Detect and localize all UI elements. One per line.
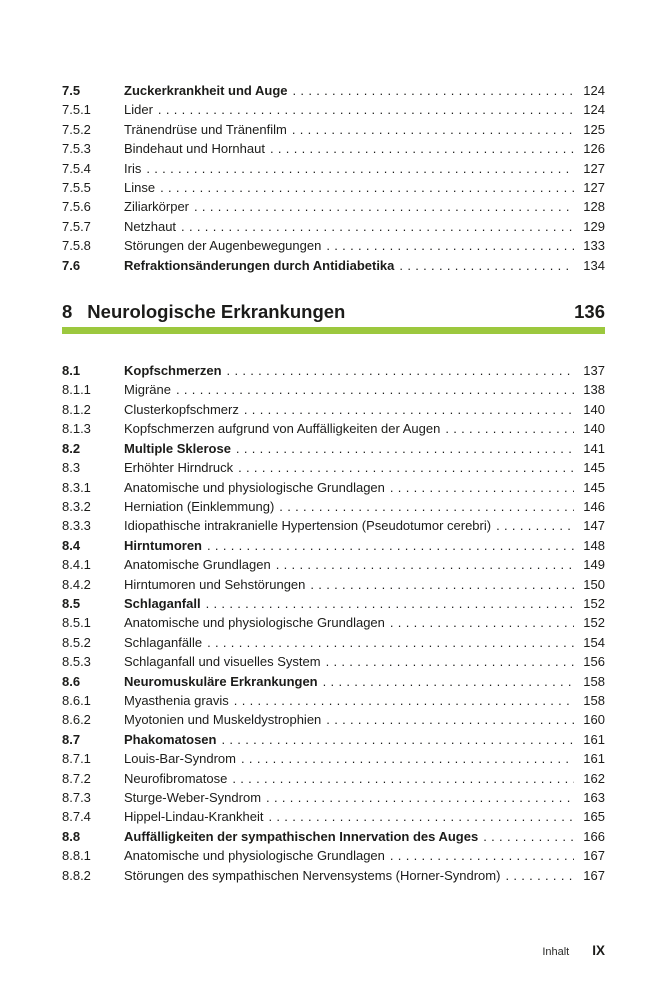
toc-entry-page: 128 (583, 199, 605, 215)
toc-entry-page: 141 (583, 440, 605, 456)
dot-leader (390, 846, 574, 865)
toc-entry-title: Iris (124, 160, 142, 176)
toc-entry-number: 8.1.2 (62, 401, 91, 417)
dot-leader (158, 100, 574, 119)
dot-leader (326, 652, 574, 671)
toc-entry-page: 129 (583, 218, 605, 234)
toc-entry (62, 749, 605, 768)
toc-entry-page: 166 (583, 828, 605, 844)
dot-leader (390, 613, 574, 632)
toc-entry-title: Schlaganfall (124, 595, 201, 611)
dot-leader (266, 788, 574, 807)
dot-leader (207, 633, 574, 652)
toc-entry-title: Kopfschmerzen aufgrund von Auffälligkeiten der Augen (124, 421, 441, 437)
toc-entry (62, 536, 605, 555)
toc-entry-number: 8.3.2 (62, 498, 91, 514)
chapter-heading (62, 300, 605, 324)
toc-entry (62, 769, 605, 788)
toc-entry-page: 147 (583, 518, 605, 534)
toc-entry-title: Louis-Bar-Syndrom (124, 751, 236, 767)
toc-entry-number: 8.7.4 (62, 809, 91, 825)
toc-entry-page: 138 (583, 382, 605, 398)
toc-entry (62, 478, 605, 497)
toc-entry-page: 140 (583, 421, 605, 437)
dot-leader (292, 120, 574, 139)
toc-entry-number: 8.4.1 (62, 557, 91, 573)
dot-leader (279, 497, 574, 516)
toc-entry (62, 439, 605, 458)
toc-entry-number: 7.5 (62, 83, 81, 98)
page-footer (542, 943, 605, 958)
dot-leader (206, 594, 574, 613)
footer-label: Inhalt (542, 946, 570, 958)
toc-entry-title: Herniation (Einklemmung) (124, 498, 275, 514)
toc-entry (62, 866, 605, 885)
chapter-divider-bar (62, 327, 605, 334)
toc-entry-page: 162 (583, 770, 605, 786)
dot-leader (268, 807, 574, 826)
toc-entry (62, 256, 605, 275)
toc-entry-page: 163 (583, 790, 605, 805)
toc-entry-page: 145 (583, 460, 605, 476)
dot-leader (445, 419, 574, 438)
dot-leader (194, 197, 574, 216)
toc-entry-number: 8.2 (62, 440, 81, 456)
toc-entry-number: 8.4.2 (62, 576, 91, 592)
toc-entry-title: Neurofibromatose (124, 770, 228, 786)
dot-leader (232, 769, 574, 788)
toc-entry-number: 7.5.3 (62, 141, 91, 157)
toc-entry (62, 81, 605, 100)
dot-leader (227, 361, 574, 380)
toc-entry-title: Hippel-Lindau-Krankheit (124, 809, 264, 825)
dot-leader (146, 159, 574, 178)
toc-entry-title: Hirntumoren und Sehstörungen (124, 576, 306, 592)
toc-entry-page: 140 (583, 401, 605, 417)
toc-entry (62, 613, 605, 632)
toc-entry-number: 8.1 (62, 363, 81, 379)
toc-entry-title: Störungen der Augenbewegungen (124, 238, 322, 254)
toc-entry-title: Myasthenia gravis (124, 692, 229, 708)
toc-entry-number: 7.5.1 (62, 102, 91, 118)
toc-entry-page: 154 (583, 634, 605, 650)
dot-leader (244, 400, 574, 419)
toc-entry-title: Netzhaut (124, 218, 177, 234)
toc-entry (62, 555, 605, 574)
toc-entry-title: Erhöhter Hirndruck (124, 460, 234, 476)
toc-entry-title: Neuromuskuläre Erkrankungen (124, 673, 318, 689)
dot-leader (181, 217, 574, 236)
toc-entry-number: 7.5.8 (62, 238, 91, 254)
toc-entry-page: 152 (583, 595, 605, 611)
dot-leader (483, 827, 574, 846)
toc-entry-number: 7.5.6 (62, 199, 91, 215)
dot-leader (221, 730, 574, 749)
toc-entry-title: Zuckerkrankheit und Auge (124, 83, 288, 98)
dot-leader (310, 575, 574, 594)
toc-entry-number: 8.5.1 (62, 615, 91, 631)
toc-entry (62, 710, 605, 729)
toc-entry-number: 7.5.7 (62, 218, 91, 234)
toc-entry-number: 8.7.1 (62, 751, 91, 767)
toc-entry-number: 8.5.3 (62, 654, 91, 670)
toc-entry-page: 148 (583, 537, 605, 553)
toc-entry-page: 145 (583, 479, 605, 495)
toc-entry (62, 575, 605, 594)
toc-entry (62, 197, 605, 216)
toc-entry-page: 137 (583, 363, 605, 379)
chapter-title: Neurologische Erkrankungen (87, 301, 346, 323)
toc-entry-page: 161 (583, 731, 605, 747)
toc-entry (62, 159, 605, 178)
toc-entry (62, 672, 605, 691)
toc-entry-number: 8.8.1 (62, 848, 91, 864)
toc-entry-page: 127 (583, 180, 605, 196)
toc-entry (62, 846, 605, 865)
toc-entry-title: Schlaganfall und visuelles System (124, 654, 321, 670)
toc-entry-page: 161 (583, 751, 605, 767)
toc-entry-title: Tränendrüse und Tränenfilm (124, 121, 287, 137)
toc-entry (62, 236, 605, 255)
toc-entry (62, 807, 605, 826)
toc-entry-title: Auffälligkeiten der sympathischen Innervation des Auges (124, 828, 479, 844)
dot-leader (323, 672, 574, 691)
dot-leader (276, 555, 574, 574)
dot-leader (160, 178, 574, 197)
toc-entry (62, 419, 605, 438)
toc-entry-title: Sturge-Weber-Syndrom (124, 790, 262, 805)
toc-entry-number: 8.7.2 (62, 770, 91, 786)
dot-leader (326, 236, 574, 255)
toc-entry-title: Multiple Sklerose (124, 440, 231, 456)
toc-content (62, 0, 605, 885)
toc-entry-title: Myotonien und Muskeldystrophien (124, 712, 322, 728)
toc-entry-page: 152 (583, 615, 605, 631)
toc-entry-number: 8.3 (62, 460, 81, 476)
toc-entry-number: 8.1.3 (62, 421, 91, 437)
toc-entry (62, 400, 605, 419)
toc-entry-number: 8.6 (62, 673, 81, 689)
toc-entry-page: 125 (583, 121, 605, 137)
toc-entry-title: Lider (124, 102, 153, 118)
toc-entry (62, 120, 605, 139)
toc-entry-title: Phakomatosen (124, 731, 217, 747)
toc-entry-number: 7.5.5 (62, 180, 91, 196)
toc-entry-page: 149 (583, 557, 605, 573)
toc-entry-page: 160 (583, 712, 605, 728)
toc-entry-title: Idiopathische intrakranielle Hypertension (Pseudotumor cerebri) (124, 518, 492, 534)
toc-entry (62, 633, 605, 652)
toc-entry-number: 7.5.4 (62, 160, 91, 176)
toc-entry-page: 126 (583, 141, 605, 157)
toc-entry (62, 139, 605, 158)
toc-entry-title: Linse (124, 180, 156, 196)
toc-entry (62, 217, 605, 236)
toc-entry-number: 8.1.1 (62, 382, 91, 398)
toc-entry-number: 8.5.2 (62, 634, 91, 650)
toc-entry-page: 146 (583, 498, 605, 514)
toc-entry-page: 165 (583, 809, 605, 825)
dot-leader (399, 256, 574, 275)
toc-entry-number: 8.6.2 (62, 712, 91, 728)
toc-entry-page: 158 (583, 692, 605, 708)
toc-entry-number: 8.7 (62, 731, 81, 747)
toc-entry-page: 167 (583, 867, 605, 883)
toc-entry-number: 8.3.1 (62, 479, 91, 495)
toc-entry-title: Anatomische und physiologische Grundlagen (124, 615, 385, 631)
toc-entry-page: 150 (583, 576, 605, 592)
toc-entry-number: 8.5 (62, 595, 81, 611)
toc-entry-page: 158 (583, 673, 605, 689)
toc-entry-title: Ziliarkörper (124, 199, 190, 215)
toc-entry-title: Kopfschmerzen (124, 363, 222, 379)
toc-entry-page: 124 (583, 83, 605, 98)
toc-entry-title: Clusterkopfschmerz (124, 401, 239, 417)
toc-entry-title: Migräne (124, 382, 171, 398)
toc-entry (62, 827, 605, 846)
folio-page-number: IX (592, 943, 605, 958)
toc-entry (62, 458, 605, 477)
toc-section-previous-chapter (62, 81, 605, 275)
toc-entry (62, 380, 605, 399)
toc-entry (62, 516, 605, 535)
toc-entry-number: 7.5.2 (62, 121, 91, 137)
toc-entry-page: 127 (583, 160, 605, 176)
toc-entry-title: Störungen des sympathischen Nervensystems (Horner-Syndrom) (124, 867, 501, 883)
toc-entry-title: Anatomische und physiologische Grundlagen (124, 479, 385, 495)
toc-entry-number: 8.4 (62, 537, 81, 553)
dot-leader (496, 516, 574, 535)
dot-leader (326, 710, 574, 729)
dot-leader (241, 749, 574, 768)
dot-leader (505, 866, 574, 885)
toc-entry-title: Anatomische und physiologische Grundlagen (124, 848, 385, 864)
toc-entry-page: 124 (583, 102, 605, 118)
toc-entry-number: 8.3.3 (62, 518, 91, 534)
toc-entry (62, 594, 605, 613)
dot-leader (390, 478, 574, 497)
toc-entry-title: Bindehaut und Hornhaut (124, 141, 265, 157)
toc-entry-number: 8.8 (62, 828, 81, 844)
dot-leader (293, 81, 575, 100)
toc-section-chapter-8 (62, 361, 605, 885)
toc-entry-title: Schlaganfälle (124, 634, 203, 650)
toc-entry (62, 178, 605, 197)
dot-leader (270, 139, 574, 158)
toc-entry-page: 134 (583, 257, 605, 273)
toc-entry-page: 156 (583, 654, 605, 670)
toc-entry (62, 788, 605, 807)
toc-entry-number: 7.6 (62, 257, 81, 273)
toc-entry (62, 730, 605, 749)
toc-entry (62, 361, 605, 380)
toc-entry-number: 8.7.3 (62, 790, 91, 805)
toc-entry (62, 100, 605, 119)
toc-entry-title: Refraktionsänderungen durch Antidiabetika (124, 257, 395, 273)
toc-entry (62, 497, 605, 516)
dot-leader (238, 458, 574, 477)
toc-entry-number: 8.6.1 (62, 692, 91, 708)
toc-entry-title: Anatomische Grundlagen (124, 557, 271, 573)
toc-entry-number: 8.8.2 (62, 867, 91, 883)
toc-entry-title: Hirntumoren (124, 537, 202, 553)
toc-entry-page: 133 (583, 238, 605, 254)
chapter-page-number: 136 (574, 301, 605, 323)
dot-leader (176, 380, 574, 399)
toc-entry (62, 652, 605, 671)
dot-leader (234, 691, 574, 710)
dot-leader (207, 536, 574, 555)
toc-entry-page: 167 (583, 848, 605, 864)
chapter-number: 8 (62, 301, 73, 323)
toc-entry (62, 691, 605, 710)
dot-leader (236, 439, 574, 458)
